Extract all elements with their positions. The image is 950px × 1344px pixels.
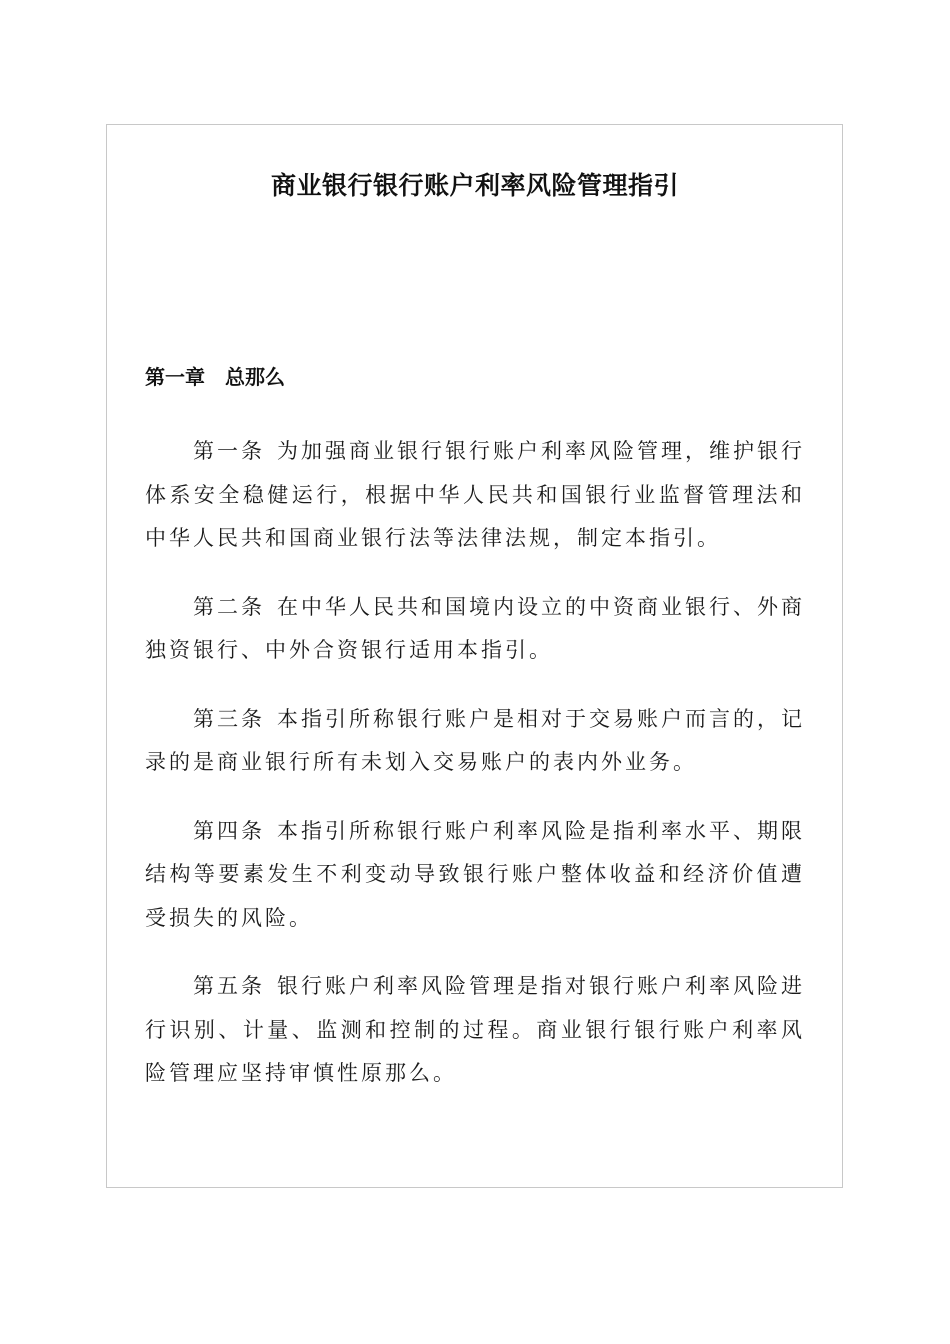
article-number: 第五条 (193, 974, 265, 998)
article-text: 为加强商业银行银行账户利率风险管理，维护银行体系安全稳健运行，根据中华人民共和国银行业监督管理法和中华人民共和国商业银行法等法律法规，制定本指引。 (145, 439, 805, 550)
article-text: 银行账户利率风险管理是指对银行账户利率风险进行识别、计量、监测和控制的过程。商业银行银行账户利率风险管理应坚持审慎性原那么。 (145, 974, 805, 1085)
article-number: 第三条 (193, 706, 265, 731)
article-number: 第四条 (193, 818, 265, 843)
article-text: 本指引所称银行账户是相对于交易账户而言的，记录的是商业银行所有未划入交易账户的表内外业务。 (145, 706, 805, 774)
article-text: 在中华人民共和国境内设立的中资商业银行、外商独资银行、中外合资银行适用本指引。 (145, 594, 805, 662)
articles-body (145, 430, 805, 1121)
article-5 (145, 965, 805, 1096)
document-title: 商业银行银行账户利率风险管理指引 (270, 171, 679, 200)
article-4 (145, 810, 805, 941)
article-2 (145, 586, 805, 673)
article-1 (145, 430, 805, 561)
article-number: 第一条 (193, 439, 265, 463)
chapter-heading: 第一章 总那么 (145, 365, 285, 389)
article-number: 第二条 (193, 594, 265, 619)
article-text: 本指引所称银行账户利率风险是指利率水平、期限结构等要素发生不利变动导致银行账户整体收益和经济价值遭受损失的风险。 (145, 818, 805, 930)
article-3 (145, 698, 805, 785)
